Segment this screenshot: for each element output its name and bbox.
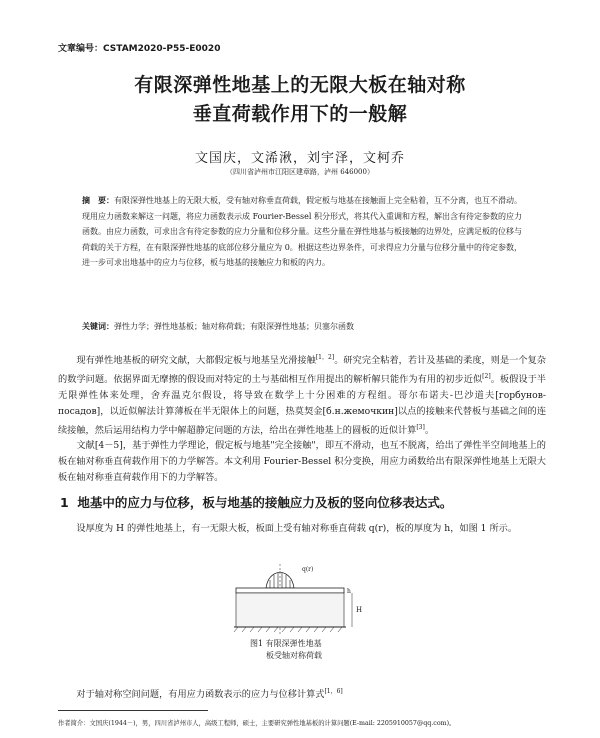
base-hatch xyxy=(234,627,342,632)
p1-ref-1: [1，2] xyxy=(315,354,335,361)
p1-text-1: 现有弹性地基板的研究文献，大都假定板与地基呈光滑接触 xyxy=(76,355,316,367)
thickness-label: h xyxy=(347,588,351,595)
figure-1 xyxy=(232,562,372,640)
p1-ref-2: [2] xyxy=(482,373,491,381)
p1-ref-3: [3] xyxy=(416,424,425,432)
title-line-2: 垂直荷载作用下的一般解 xyxy=(192,103,408,125)
keywords-text: 弹性力学；弹性地基板；轴对称荷载；有限深弹性地基；贝塞尔函数 xyxy=(114,322,354,331)
paragraph-4 xyxy=(58,684,546,703)
p4-refs: [1，6] xyxy=(324,688,343,695)
keywords xyxy=(82,321,522,332)
section-1-title: 地基中的应力与位移，板与地基的接触应力及板的竖向位移表达式。 xyxy=(77,495,453,510)
abstract xyxy=(82,193,522,271)
affiliation: （四川省泸州市江阳区建章路，泸州 646000） xyxy=(226,168,374,176)
article-id: 文章编号：CSTAM2020-P55-E0020 xyxy=(58,44,221,54)
load-label: q(r) xyxy=(302,566,314,573)
plate xyxy=(236,588,344,593)
paragraph-1 xyxy=(58,350,546,439)
abstract-text: 有限深弹性地基上的无限大板，受有轴对称垂直荷载，假定板与地基在接触面上完全粘着，互不分离，也互不滑动。现用应力函数来解这一问题，将应力函数表示成 Fourier-Bessel 积分形式，将其代入重调和方程，解出含有待定参数的应力函数。由应力函数，可求出含有待定参数的应力分量和位移分量。这些分量在弹性地基与板接触的边界处，应满足板的位移与荷载的关于方程，在有限深弹性地基的底部位移分量应为 0。根据这些边界条件，可求得应力分量与位移分量中的待定参数，进一步可求出地基中的应力与位移，板与地基的接触应力和板的内力。 xyxy=(82,196,522,267)
keywords-label: 关键词： xyxy=(82,322,114,331)
figure-1-caption xyxy=(250,638,322,662)
p4-text: 对于轴对称空间问题，有用应力函数表示的应力与位移计算式 xyxy=(76,689,325,701)
abstract-label: 摘 要： xyxy=(82,196,114,205)
caption-line-2: 板受轴对称荷载 xyxy=(266,651,322,660)
caption-line-1: 图1 有限深弹性地基 xyxy=(250,639,322,648)
footnote: 作者简介：文国庆(1944－)，男，四川省泸州市人，高级工程师，硕士，主要研究弹性地基板的计算问题(E-mail: 2205910057@qq.com)。 xyxy=(58,720,456,727)
paragraph-3: 设厚度为 H 的弹性地基上，有一无限大板，板面上受有轴对称垂直荷载 q(r)，板的厚度为 h，如图 1 所示。 xyxy=(76,523,518,534)
p1-text-2: 。研究完全粘着，若计及基础的柔度，则是一个复杂的数学问题。依据界面无摩擦的假设而对特定的土与基础相互作用提出的解析解只能作为有用的初步近似 xyxy=(58,355,546,386)
section-1-heading xyxy=(60,493,452,511)
paragraph-2: 文献[4－5]，基于弹性力学理论，假定板与地基"完全接触"，即互不滑动，也互不脱离，给出了弹性半空间地基上的板在轴对称垂直荷载作用下的力学解答。本文利用 Fourier-Bessel 积分变换，用应力函数给出有限深弹性地基上无限大板在轴对称垂直荷载作用下的力学解答。 xyxy=(58,440,546,483)
section-1-number: 1 xyxy=(60,495,69,510)
footnote-rule xyxy=(58,710,208,711)
depth-label: H xyxy=(356,606,363,614)
foundation xyxy=(236,593,344,627)
p1-text-3: 。板假设于半无限弹性体来处理，舍弃温克尔假设，将导致在数学上十分困难的方程组。哥尔布诺夫-巴沙道夫[горбунов-посадов]，以近似解法计算薄板在半无限体上的问题，热莫契金[б.н.жемочкин]以点的接触来代替板与基础之间的连续接触，然后运用结构力学中解超静定问题的方法，给出在弹性地基上的圆板的近似计算 xyxy=(58,374,546,437)
authors: 文国庆，文浠湫，刘宇泽，文柯乔 xyxy=(194,151,405,166)
title-line-1: 有限深弹性地基上的无限大板在轴对称 xyxy=(134,74,466,96)
p1-text-4: 。 xyxy=(424,425,434,437)
